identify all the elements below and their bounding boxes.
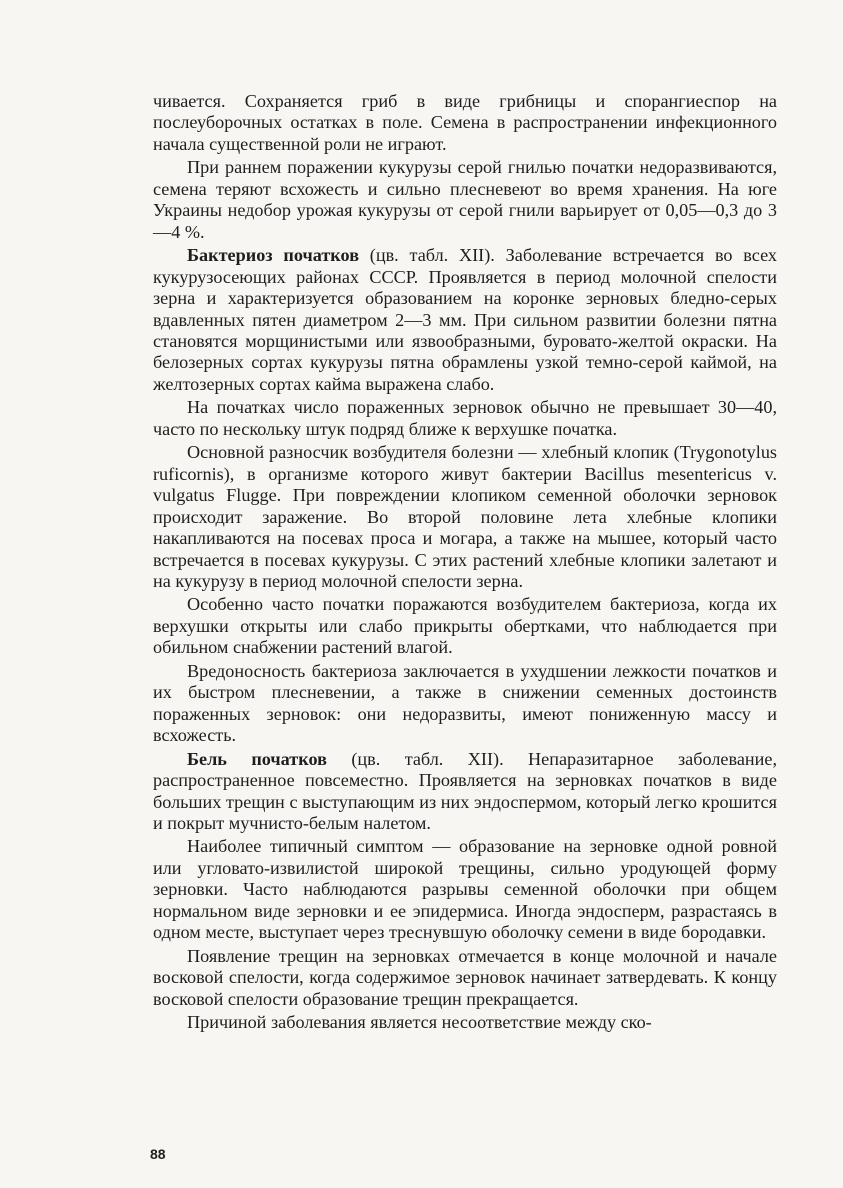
paragraph-7 (153, 661, 777, 747)
paragraph-9-text: Наиболее типичный симптом — образование на зерновке одной ровной или угловато-извилистой широкой трещины, сильно уродующей форму зерновки. Часто наблюдаются разрывы семенной оболочки при общем нормальном виде зерновки и ее эпидермиса. Иногда эндосперм, разрастаясь в одном месте, выступает через треснувшую оболочку семени в виде бородавки. (153, 836, 777, 943)
paragraph-6-text: Особенно часто початки поражаются возбудителем бактериоза, когда их верхушки открыты или слабо прикрыты обертками, что наблюдается при обильном снабжении растений влагой. (153, 594, 777, 658)
paragraph-6 (153, 594, 777, 658)
paragraph-3-text: (цв. табл. XII). Заболевание встречается во всех кукурузосеющих районах СССР. Проявляется в период молочной спелости зерна и характеризуется образованием на коронке зерновых бледно-серых вдавленных пятен диаметром 2—3 мм. При сильном развитии болезни пятна становятся морщинистыми или язвообразными, буровато-желтой окраски. На белозерных сортах кукурузы пятна обрамлены узкой темно-серой каймой, на желтозерных сортах кайма выражена слабо. (153, 245, 778, 394)
paragraph-1-text: чивается. Сохраняется гриб в виде грибницы и спорангиеспор на послеуборочных остатках в поле. Семена в распространении инфекционного начала существенной роли не играют. (153, 91, 777, 154)
paragraph-4 (153, 397, 777, 440)
section-whiteness (153, 749, 777, 835)
paragraph-2-text: При раннем поражении кукурузы серой гнилью початки недоразвиваются, семена теряют всхожесть и сильно плесневеют во время хранения. На юге Украины недобор урожая кукурузы от серой гнили варьирует от 0,05—0,3 до 3—4 %. (153, 157, 777, 242)
page-number: 88 (150, 1146, 166, 1162)
paragraph-8-text: (цв. табл. XII). Непаразитарное заболевание, распространенное повсеместно. Проявляется на зерновках початков в виде больших трещин с выступающим из них эндоспермом, который легко крошится и покрыт мучнисто-белым налетом. (153, 748, 777, 833)
paragraph-7-text: Вредоносность бактериоза заключается в ухудшении лежкости початков и их быстром плесневении, а также в снижении семенных достоинств пораженных зерновок: они недоразвиты, имеют пониженную массу и всхожесть. (153, 660, 777, 746)
paragraph-10 (153, 946, 777, 1010)
paragraph-1 (153, 91, 777, 155)
paragraph-5 (153, 442, 777, 592)
paragraph-10-text: Появление трещин на зерновках отмечается в конце молочной и начале восковой спелости, когда содержимое зерновок начинает затвердевать. К концу восковой спелости образование трещин прекращается. (153, 945, 777, 1009)
paragraph-9 (153, 836, 777, 943)
paragraph-11 (153, 1012, 777, 1033)
paragraph-5-text: Основной разносчик возбудителя болезни — хлебный клопик (Trygonotylus ruficornis), в организме которого живут бактерии Bacillus mesentericus v. vulgatus Flugge. При повреждении клопиком семенной оболочки зерновок происходит заражение. Во второй половине лета хлебные клопики накапливаются на посевах проса и могара, а также на мышее, который часто встречается в посевах кукурузы. С этих растений хлебные клопики залетают и на кукурузу в период молочной спелости зерна. (153, 442, 777, 591)
section-heading-bacteriosis: Бактериоз початков (187, 245, 360, 266)
paragraph-4-text: На початках число пораженных зерновок обычно не превышает 30—40, часто по нескольку штук подряд ближе к верхушке початка. (153, 397, 777, 439)
paragraph-11-text: Причиной заболевания является несоответствие между ско- (187, 1012, 652, 1033)
page-body (153, 91, 777, 1035)
paragraph-2 (153, 157, 777, 243)
section-heading-whiteness: Бель початков (187, 748, 327, 769)
section-bacteriosis (153, 245, 777, 395)
